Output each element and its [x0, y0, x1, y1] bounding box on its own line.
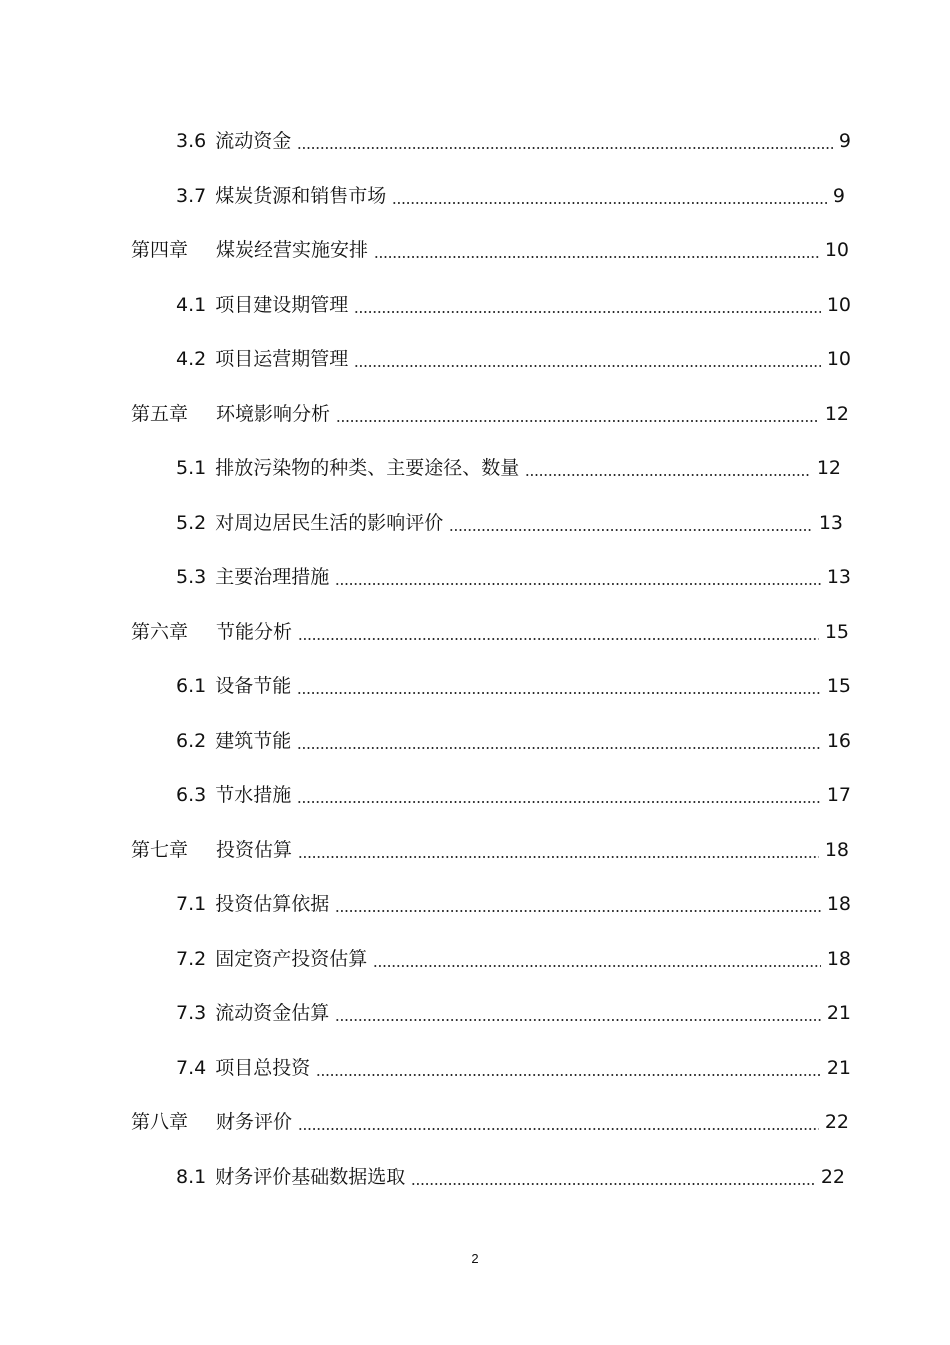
dot-leader — [336, 420, 819, 422]
toc-entry-page-number: 12 — [824, 402, 849, 425]
toc-entry-number: 6.2 — [176, 729, 207, 752]
dot-leader — [316, 1074, 821, 1076]
toc-entry-number: 第八章 — [131, 1111, 189, 1133]
toc-entry-number: 8.1 — [176, 1165, 207, 1188]
toc-entry-page-number: 16 — [826, 729, 851, 752]
toc-entry-page-number: 15 — [824, 620, 849, 643]
toc-entry-title: 项目运营期管理 — [215, 348, 349, 370]
toc-section-entry[interactable] — [176, 508, 843, 538]
toc-section-entry[interactable] — [176, 998, 851, 1028]
dot-leader — [298, 638, 819, 640]
dot-leader — [354, 365, 821, 367]
dot-leader — [373, 965, 821, 967]
toc-entry-title: 投资估算 — [216, 838, 293, 861]
toc-entry-title: 排放污染物的种类、主要途径、数量 — [215, 457, 520, 479]
toc-entry-number: 6.3 — [176, 784, 207, 806]
toc-entry-number: 7.1 — [176, 893, 207, 915]
toc-entry-title: 设备节能 — [215, 675, 292, 697]
dot-leader — [335, 1019, 821, 1021]
toc-entry-page-number: 9 — [832, 184, 845, 207]
toc-chapter-entry[interactable] — [131, 617, 849, 647]
toc-entry-title: 项目建设期管理 — [215, 293, 349, 316]
toc-entry-title: 流动资金估算 — [215, 1002, 330, 1024]
dot-leader — [298, 856, 819, 858]
dot-leader — [297, 692, 821, 694]
toc-entry-number: 7.3 — [176, 1002, 207, 1024]
toc-entry-title: 财务评价基础数据选取 — [215, 1165, 406, 1188]
dot-leader — [525, 474, 811, 476]
page-number: 2 — [471, 1251, 479, 1266]
toc-entry-title: 投资估算依据 — [215, 893, 330, 915]
toc-entry-page-number: 17 — [826, 784, 851, 806]
toc-entry-page-number: 18 — [826, 893, 851, 915]
toc-section-entry[interactable] — [176, 726, 851, 756]
toc-chapter-entry[interactable] — [131, 399, 849, 429]
toc-entry-number: 第四章 — [131, 239, 189, 261]
toc-entry-number: 5.3 — [176, 566, 207, 588]
toc-entry-title: 对周边居民生活的影响评价 — [215, 511, 444, 534]
toc-section-entry[interactable] — [176, 944, 851, 974]
toc-entry-number: 第七章 — [131, 838, 189, 861]
toc-chapter-entry[interactable] — [131, 1107, 849, 1137]
toc-entry-title: 节水措施 — [215, 784, 292, 806]
toc-entry-title: 煤炭经营实施安排 — [216, 239, 369, 261]
toc-chapter-entry[interactable] — [131, 235, 849, 265]
toc-entry-page-number: 21 — [826, 1002, 851, 1024]
toc-entry-number: 4.2 — [176, 348, 207, 370]
dot-leader — [298, 1128, 819, 1130]
dot-leader — [392, 202, 827, 204]
toc-entry-number: 5.2 — [176, 511, 207, 534]
toc-section-entry[interactable] — [176, 344, 851, 374]
toc-section-entry[interactable] — [176, 290, 851, 320]
toc-section-entry[interactable] — [176, 453, 841, 483]
toc-entry-title: 流动资金 — [215, 130, 292, 152]
toc-entry-title: 建筑节能 — [215, 729, 292, 752]
toc-entry-page-number: 13 — [826, 566, 851, 588]
toc-section-entry[interactable] — [176, 1053, 851, 1083]
dot-leader — [335, 583, 821, 585]
toc-section-entry[interactable] — [176, 780, 851, 810]
toc-entry-title: 项目总投资 — [215, 1056, 311, 1079]
toc-section-entry[interactable] — [176, 889, 851, 919]
toc-entry-page-number: 10 — [826, 293, 851, 316]
toc-section-entry[interactable] — [176, 562, 851, 592]
toc-entry-number: 7.4 — [176, 1056, 207, 1079]
toc-entry-number: 第六章 — [131, 620, 189, 643]
dot-leader — [354, 311, 821, 313]
dot-leader — [297, 801, 821, 803]
toc-entry-title: 主要治理措施 — [215, 566, 330, 588]
toc-section-entry[interactable] — [176, 1162, 845, 1192]
toc-entry-number: 第五章 — [131, 402, 189, 425]
toc-entry-page-number: 21 — [826, 1056, 851, 1079]
toc-entry-title: 环境影响分析 — [216, 402, 331, 425]
dot-leader — [374, 256, 819, 258]
toc-entry-number: 7.2 — [176, 947, 207, 970]
dot-leader — [335, 910, 821, 912]
toc-entry-page-number: 22 — [820, 1165, 845, 1188]
toc-entry-title: 财务评价 — [216, 1111, 293, 1133]
toc-section-entry[interactable] — [176, 181, 845, 211]
toc-entry-page-number: 12 — [816, 457, 841, 479]
toc-entry-page-number: 22 — [824, 1111, 849, 1133]
dot-leader — [411, 1183, 815, 1185]
toc-entry-number: 6.1 — [176, 675, 207, 697]
dot-leader — [297, 147, 833, 149]
toc-entry-number: 3.7 — [176, 184, 207, 207]
toc-section-entry[interactable] — [176, 671, 851, 701]
toc-entry-number: 3.6 — [176, 130, 207, 152]
toc-entry-title: 固定资产投资估算 — [215, 947, 368, 970]
toc-entry-number: 4.1 — [176, 293, 207, 316]
toc-entry-title: 煤炭货源和销售市场 — [215, 184, 387, 207]
toc-entry-page-number: 10 — [824, 239, 849, 261]
toc-entry-page-number: 15 — [826, 675, 851, 697]
toc-chapter-entry[interactable] — [131, 835, 849, 865]
toc-entry-page-number: 18 — [826, 947, 851, 970]
dot-leader — [449, 529, 813, 531]
toc-entry-title: 节能分析 — [216, 620, 293, 643]
dot-leader — [297, 747, 821, 749]
toc-entry-number: 5.1 — [176, 457, 207, 479]
toc-entry-page-number: 9 — [838, 130, 851, 152]
toc-entry-page-number: 13 — [818, 511, 843, 534]
toc-section-entry[interactable] — [176, 126, 851, 156]
toc-entry-page-number: 18 — [824, 838, 849, 861]
toc-entry-page-number: 10 — [826, 348, 851, 370]
